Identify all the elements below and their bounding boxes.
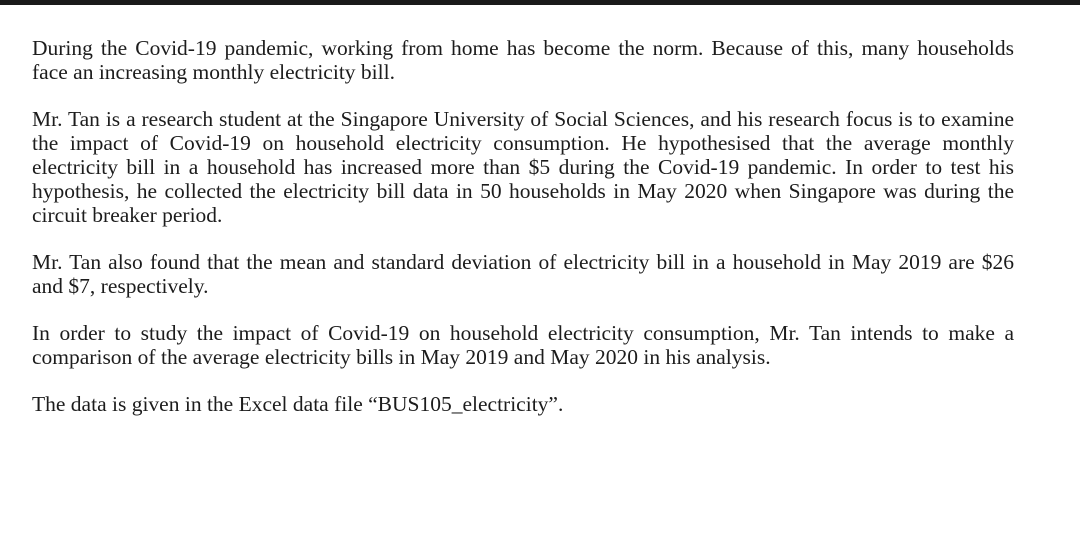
- paragraph-comparison-intent: In order to study the impact of Covid-19 on household electricity consumption, Mr. Tan intends to make a comparison of the average electricity bills in May 2019 and May 2020 in his analysis.: [32, 321, 1014, 369]
- top-border: [0, 0, 1080, 5]
- paragraph-research-hypothesis: Mr. Tan is a research student at the Singapore University of Social Sciences, and his research focus is to examine the impact of Covid-19 on household electricity consumption. He hypothesised that the average monthly electricity bill in a household has increased more than $5 during the Covid-19 pandemic. In order to test his hypothesis, he collected the electricity bill data in 50 households in May 2020 when Singapore was during the circuit breaker period.: [32, 107, 1014, 227]
- paragraph-2019-statistics: Mr. Tan also found that the mean and standard deviation of electricity bill in a household in May 2019 are $26 and $7, respectively.: [32, 250, 1014, 298]
- paragraph-intro: During the Covid-19 pandemic, working from home has become the norm. Because of this, many households face an increasing monthly electricity bill.: [32, 36, 1014, 84]
- paragraph-data-file: The data is given in the Excel data file “BUS105_electricity”.: [32, 392, 564, 416]
- document-body: [32, 36, 1014, 416]
